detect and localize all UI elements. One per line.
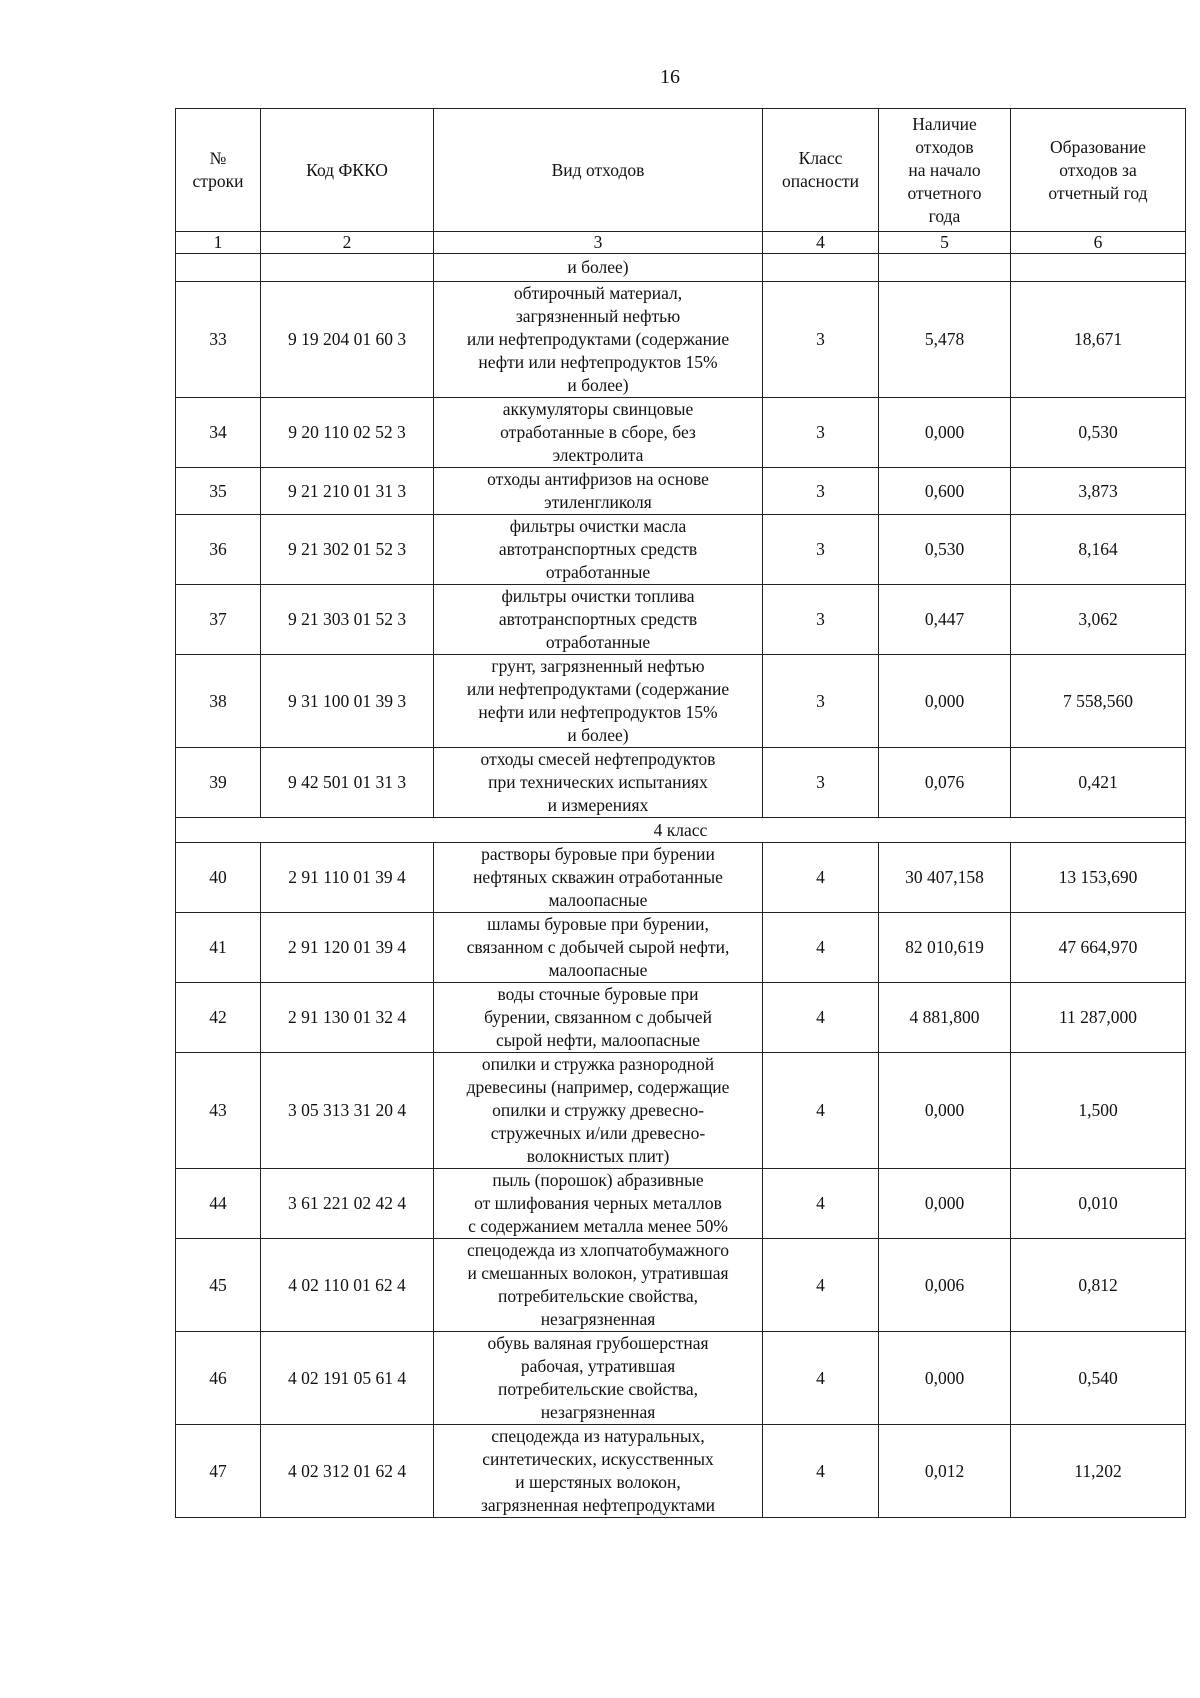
amount-start-cell: 4 881,800	[879, 983, 1011, 1053]
table-row	[176, 468, 1186, 515]
amount-start-cell: 0,012	[879, 1425, 1011, 1518]
waste-type-cell: пыль (порошок) абразивные от шлифования черных металлов с содержанием металла менее 50%	[434, 1169, 763, 1239]
fkko-code-cell: 3 61 221 02 42 4	[261, 1169, 434, 1239]
waste-type-cell: воды сточные буровые при бурении, связанном с добычей сырой нефти, малоопасные	[434, 983, 763, 1053]
row-number-cell: 42	[176, 983, 261, 1053]
row-number-cell: 43	[176, 1053, 261, 1169]
hazard-class-cell: 4	[763, 983, 879, 1053]
amount-start-cell: 82 010,619	[879, 913, 1011, 983]
fkko-code-cell: 9 21 303 01 52 3	[261, 585, 434, 655]
generated-amount-cell: 8,164	[1011, 515, 1186, 585]
generated-amount-cell: 0,421	[1011, 748, 1186, 818]
amount-start-cell: 0,006	[879, 1239, 1011, 1332]
header-hazard-class: Класс опасности	[763, 109, 879, 232]
waste-type-cell: обтирочный материал, загрязненный нефтью или нефтепродуктами (содержание нефти или нефтепродуктов 15% и более)	[434, 282, 763, 398]
table-row	[176, 282, 1186, 398]
generated-amount-cell: 13 153,690	[1011, 843, 1186, 913]
generated-amount-cell: 11 287,000	[1011, 983, 1186, 1053]
empty-cell	[879, 254, 1011, 282]
row-number-cell: 34	[176, 398, 261, 468]
header-row-number: № строки	[176, 109, 261, 232]
column-number: 5	[879, 232, 1011, 254]
continuation-row	[176, 254, 1186, 282]
waste-type-cell: обувь валяная грубошерстная рабочая, утратившая потребительские свойства, незагрязненная	[434, 1332, 763, 1425]
continuation-text: и более)	[434, 254, 763, 282]
fkko-code-cell: 2 91 120 01 39 4	[261, 913, 434, 983]
generated-amount-cell: 11,202	[1011, 1425, 1186, 1518]
row-number-cell: 41	[176, 913, 261, 983]
amount-start-cell: 0,000	[879, 1169, 1011, 1239]
empty-cell	[261, 254, 434, 282]
fkko-code-cell: 9 31 100 01 39 3	[261, 655, 434, 748]
row-number-cell: 45	[176, 1239, 261, 1332]
header-generated-in-year: Образование отходов за отчетный год	[1011, 109, 1186, 232]
hazard-class-cell: 4	[763, 1239, 879, 1332]
table-row	[176, 515, 1186, 585]
hazard-class-cell: 3	[763, 748, 879, 818]
table-row	[176, 655, 1186, 748]
table-row	[176, 748, 1186, 818]
waste-type-cell: растворы буровые при бурении нефтяных скважин отработанные малоопасные	[434, 843, 763, 913]
amount-start-cell: 0,076	[879, 748, 1011, 818]
fkko-code-cell: 9 21 302 01 52 3	[261, 515, 434, 585]
header-fkko-code: Код ФККО	[261, 109, 434, 232]
hazard-class-cell: 3	[763, 655, 879, 748]
column-number: 2	[261, 232, 434, 254]
amount-start-cell: 0,000	[879, 1053, 1011, 1169]
amount-start-cell: 0,600	[879, 468, 1011, 515]
amount-start-cell: 30 407,158	[879, 843, 1011, 913]
table-row	[176, 1169, 1186, 1239]
column-number: 4	[763, 232, 879, 254]
hazard-class-cell: 3	[763, 515, 879, 585]
amount-start-cell: 0,447	[879, 585, 1011, 655]
waste-type-cell: спецодежда из натуральных, синтетических, искусственных и шерстяных волокон, загрязненная нефтепродуктами	[434, 1425, 763, 1518]
fkko-code-cell: 4 02 312 01 62 4	[261, 1425, 434, 1518]
generated-amount-cell: 0,812	[1011, 1239, 1186, 1332]
hazard-class-cell: 3	[763, 468, 879, 515]
table-row	[176, 983, 1186, 1053]
fkko-code-cell: 4 02 110 01 62 4	[261, 1239, 434, 1332]
generated-amount-cell: 18,671	[1011, 282, 1186, 398]
hazard-class-cell: 4	[763, 1332, 879, 1425]
column-number: 1	[176, 232, 261, 254]
header-row	[176, 109, 1186, 232]
waste-type-cell: отходы смесей нефтепродуктов при технических испытаниях и измерениях	[434, 748, 763, 818]
hazard-class-cell: 4	[763, 843, 879, 913]
table-row	[176, 843, 1186, 913]
empty-cell	[763, 254, 879, 282]
hazard-class-cell: 4	[763, 913, 879, 983]
row-number-cell: 47	[176, 1425, 261, 1518]
row-number-cell: 44	[176, 1169, 261, 1239]
generated-amount-cell: 0,010	[1011, 1169, 1186, 1239]
fkko-code-cell: 9 19 204 01 60 3	[261, 282, 434, 398]
hazard-class-cell: 4	[763, 1053, 879, 1169]
header-amount-start-of-year: Наличие отходов на начало отчетного года	[879, 109, 1011, 232]
amount-start-cell: 0,000	[879, 398, 1011, 468]
fkko-code-cell: 2 91 110 01 39 4	[261, 843, 434, 913]
fkko-code-cell: 2 91 130 01 32 4	[261, 983, 434, 1053]
amount-start-cell: 0,530	[879, 515, 1011, 585]
page-number: 16	[660, 66, 680, 88]
header-waste-type: Вид отходов	[434, 109, 763, 232]
waste-type-cell: спецодежда из хлопчатобумажного и смешанных волокон, утратившая потребительские свойства, незагрязненная	[434, 1239, 763, 1332]
waste-type-cell: фильтры очистки масла автотранспортных средств отработанные	[434, 515, 763, 585]
row-number-cell: 33	[176, 282, 261, 398]
waste-type-cell: шламы буровые при бурении, связанном с добычей сырой нефти, малоопасные	[434, 913, 763, 983]
amount-start-cell: 0,000	[879, 1332, 1011, 1425]
waste-type-cell: аккумуляторы свинцовые отработанные в сборе, без электролита	[434, 398, 763, 468]
table-row	[176, 585, 1186, 655]
waste-type-cell: грунт, загрязненный нефтью или нефтепродуктами (содержание нефти или нефтепродуктов 15% и более)	[434, 655, 763, 748]
hazard-class-cell: 4	[763, 1425, 879, 1518]
generated-amount-cell: 3,873	[1011, 468, 1186, 515]
fkko-code-cell: 3 05 313 31 20 4	[261, 1053, 434, 1169]
generated-amount-cell: 1,500	[1011, 1053, 1186, 1169]
fkko-code-cell: 9 21 210 01 31 3	[261, 468, 434, 515]
column-number: 3	[434, 232, 763, 254]
section-heading: 4 класс	[176, 818, 1186, 843]
row-number-cell: 46	[176, 1332, 261, 1425]
column-number-row	[176, 232, 1186, 254]
hazard-class-cell: 3	[763, 282, 879, 398]
section-row	[176, 818, 1186, 843]
row-number-cell: 38	[176, 655, 261, 748]
fkko-code-cell: 9 20 110 02 52 3	[261, 398, 434, 468]
table-row	[176, 1053, 1186, 1169]
generated-amount-cell: 3,062	[1011, 585, 1186, 655]
table-row	[176, 398, 1186, 468]
table-row	[176, 913, 1186, 983]
table-row	[176, 1239, 1186, 1332]
fkko-code-cell: 4 02 191 05 61 4	[261, 1332, 434, 1425]
column-number: 6	[1011, 232, 1186, 254]
table-row	[176, 1425, 1186, 1518]
empty-cell	[1011, 254, 1186, 282]
hazard-class-cell: 3	[763, 398, 879, 468]
waste-type-cell: отходы антифризов на основе этиленгликоля	[434, 468, 763, 515]
waste-type-cell: фильтры очистки топлива автотранспортных средств отработанные	[434, 585, 763, 655]
fkko-code-cell: 9 42 501 01 31 3	[261, 748, 434, 818]
generated-amount-cell: 7 558,560	[1011, 655, 1186, 748]
hazard-class-cell: 3	[763, 585, 879, 655]
row-number-cell: 40	[176, 843, 261, 913]
waste-type-cell: опилки и стружка разнородной древесины (например, содержащие опилки и стружку древесно- стружечных и/или древесно- волокнистых плит)	[434, 1053, 763, 1169]
row-number-cell: 39	[176, 748, 261, 818]
row-number-cell: 35	[176, 468, 261, 515]
amount-start-cell: 5,478	[879, 282, 1011, 398]
generated-amount-cell: 47 664,970	[1011, 913, 1186, 983]
waste-table	[175, 108, 1186, 1518]
empty-cell	[176, 254, 261, 282]
table-row	[176, 1332, 1186, 1425]
hazard-class-cell: 4	[763, 1169, 879, 1239]
generated-amount-cell: 0,530	[1011, 398, 1186, 468]
row-number-cell: 36	[176, 515, 261, 585]
row-number-cell: 37	[176, 585, 261, 655]
amount-start-cell: 0,000	[879, 655, 1011, 748]
generated-amount-cell: 0,540	[1011, 1332, 1186, 1425]
